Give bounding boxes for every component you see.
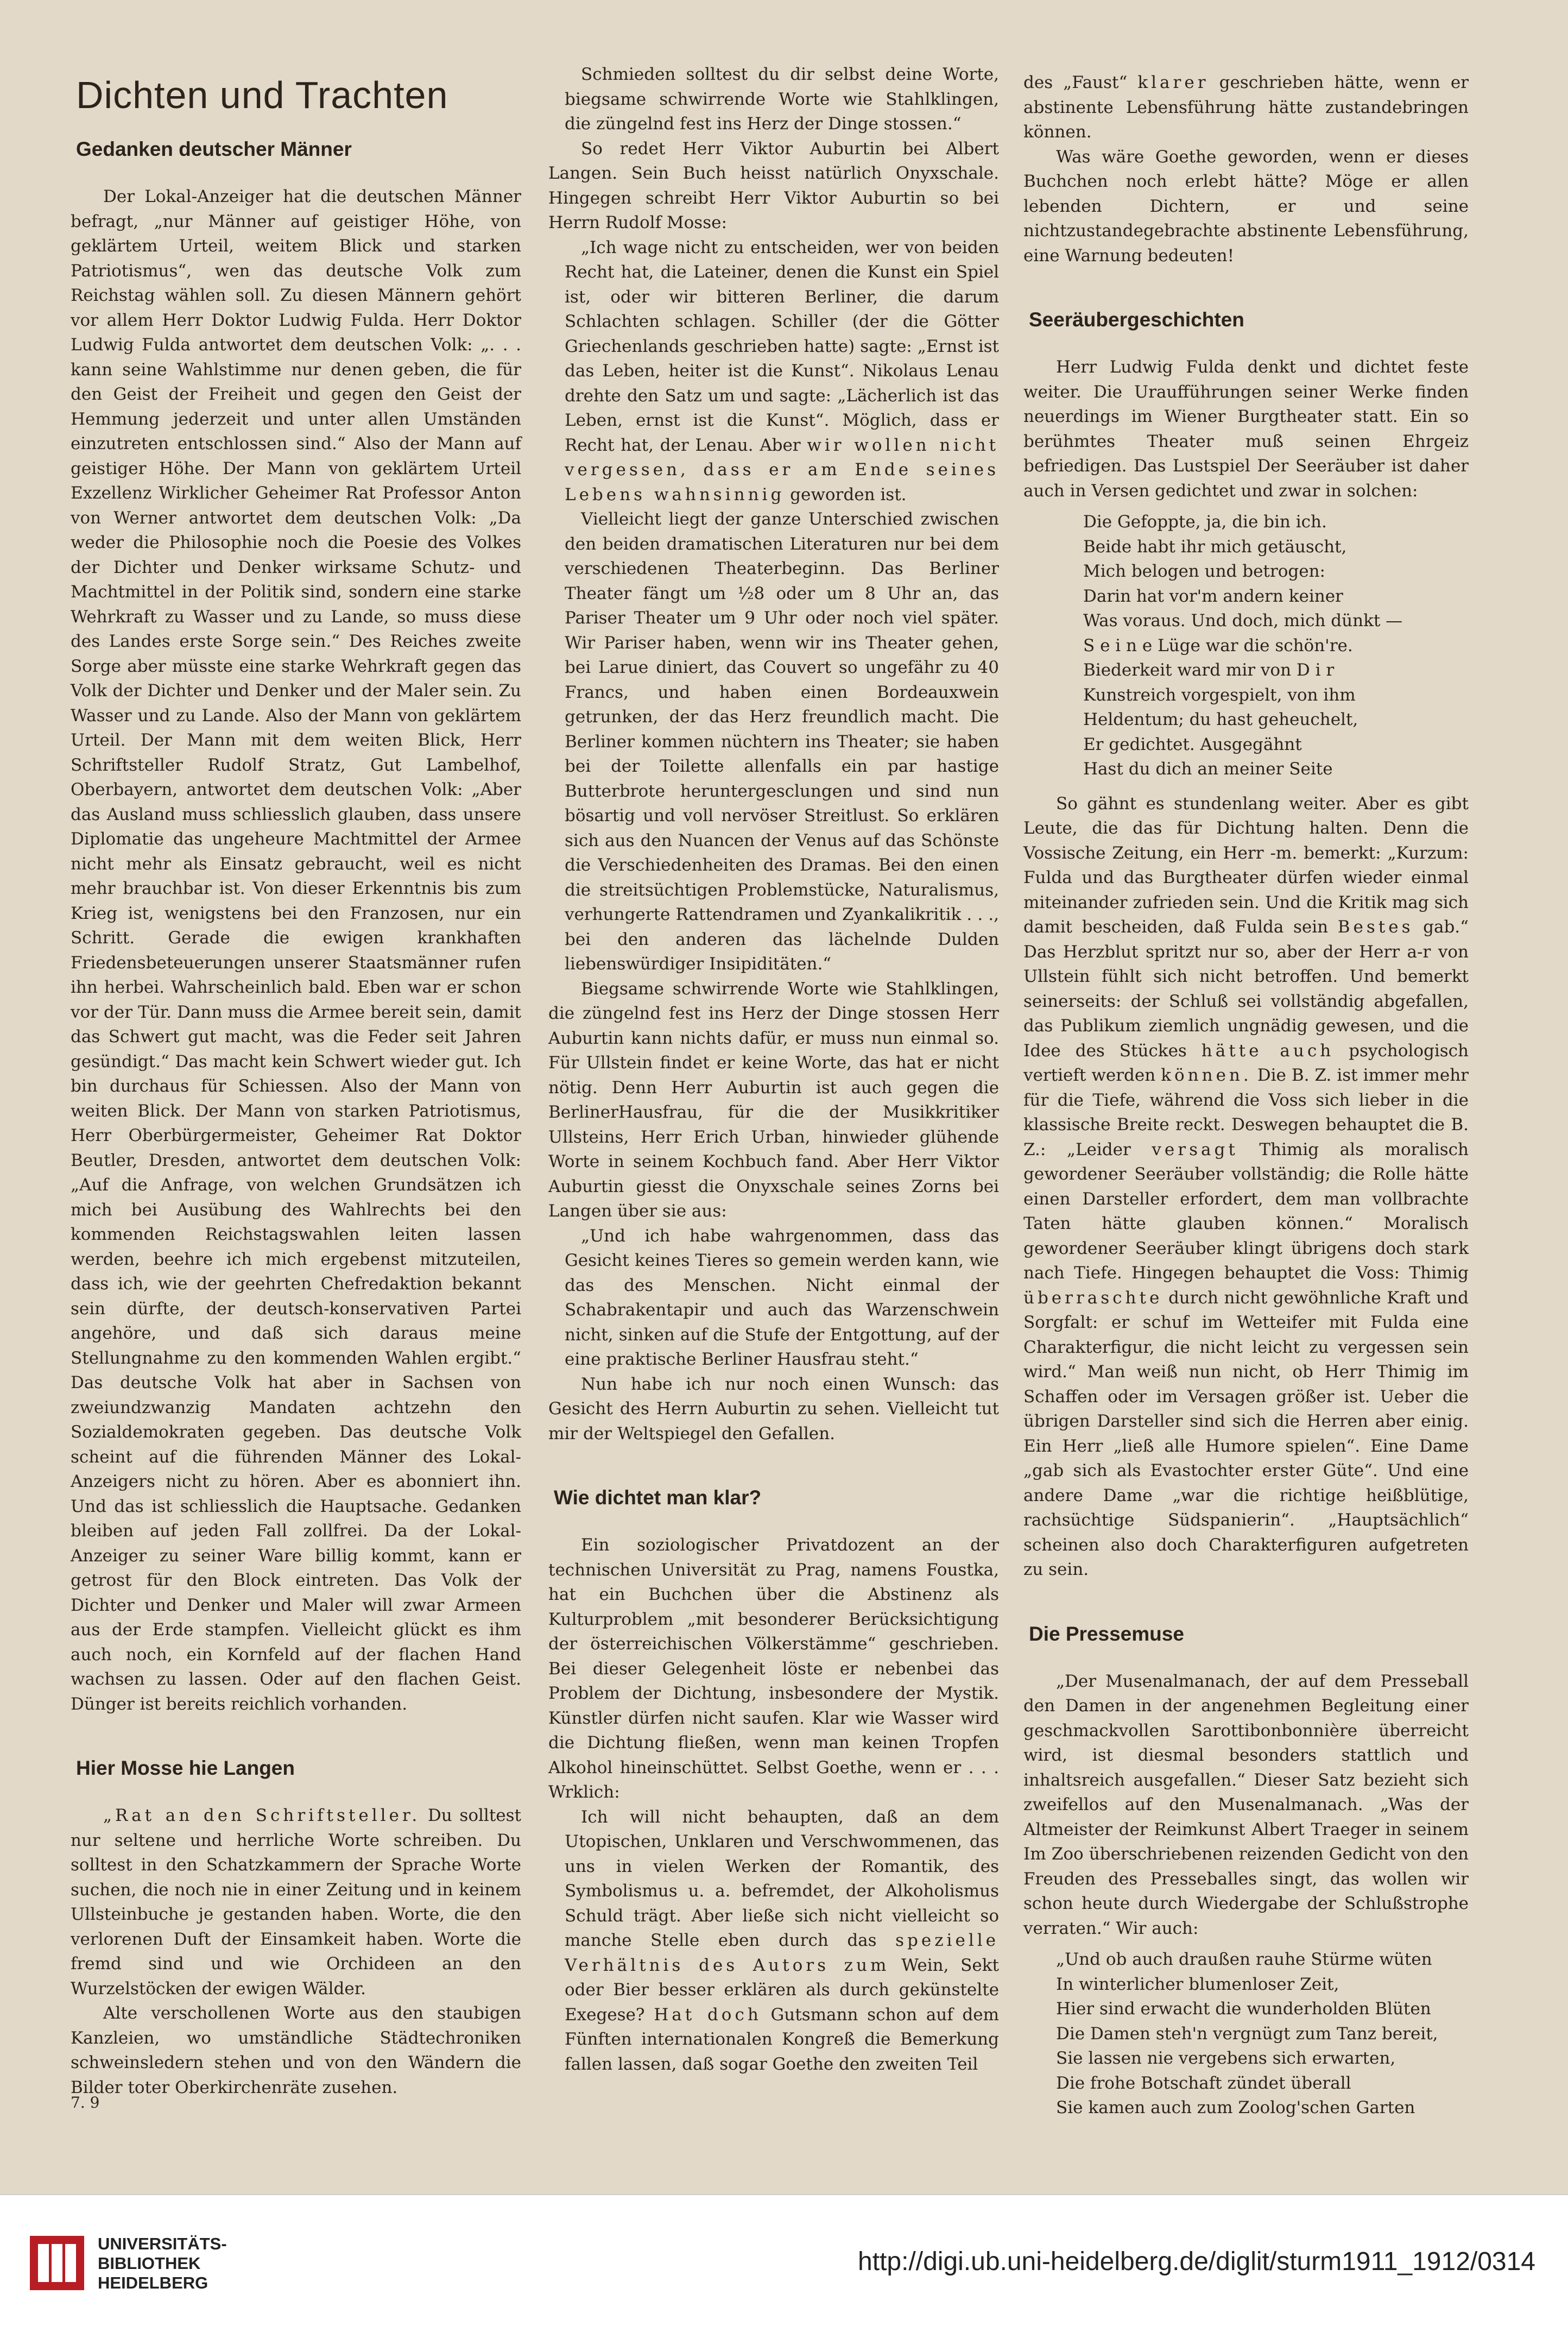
paragraph: Herr Ludwig Fulda denkt und dichtet feste weiter. Die Uraufführungen seiner Werke finden neuerdings im Wiener Burgtheater statt. Ein so berühmtes Theater muß seinen Ehrgeiz befriedigen. Das Lustspiel Der Seeräuber ist daher auch in Versen gedichtet und zwar in solchen: xyxy=(1023,357,1469,501)
paragraph: „Und ich habe wahrgenommen, dass das Gesicht keines Tieres so gemein werden kann, wie das des Menschen. Nicht einmal der Schabrakentapir und auch das Warzenschwein nicht, sinken auf die Stufe der Entgottung, auf der eine praktische Berliner Hausfrau steht.“ xyxy=(565,1226,999,1369)
section-heading-seeraeuber: Seeräubergeschichten xyxy=(1029,308,1244,331)
spaced-text: Hat doch xyxy=(654,2004,762,2025)
verse-block-2 xyxy=(1056,1947,1469,2121)
verse-line: Die Gefoppte, ja, die bin ich. xyxy=(1083,512,1327,532)
paragraph: So redet Herr Viktor Auburtin bei Albert Langen. Sein Buch heisst natürlich Onyxschale. Hingegen schreibt Herr Viktor Auburtin so bei Herrn Rudolf Mosse: xyxy=(548,138,999,232)
spaced-text: klarer xyxy=(1137,73,1209,92)
verse-line: In winterlicher blumenloser Zeit, xyxy=(1056,1974,1339,1994)
library-logo-icon xyxy=(27,2233,87,2293)
section-heading-klar: Wie dichtet man klar? xyxy=(554,1486,762,1509)
section-heading-gedanken: Gedanken deutscher Männer xyxy=(76,138,352,160)
verse-line: Was voraus. Und doch, mich dünkt — xyxy=(1083,611,1403,631)
spaced-text: können. xyxy=(1161,1066,1252,1085)
text: geschrieben hätte, wenn er abstinente Lebensführung hätte zustandebringen können. xyxy=(1023,73,1469,142)
text: Gutsmann schon auf dem Fünften internationalen Kongreß die Bemerkung fallen lassen, daß sogar Goethe den zweiten Teil xyxy=(565,2004,1000,2074)
text: geworden ist. xyxy=(790,484,907,505)
column-2 xyxy=(548,62,999,2077)
library-name-line: BIBLIOTHEK xyxy=(98,2254,201,2273)
footer-bar xyxy=(0,2194,1568,2326)
spaced-text: „Rat an den Schriftsteller. xyxy=(103,1806,421,1825)
text: durch nicht gewöhnliche Kraft und Sorgfalt: er schuf im Wetteifer mit Fulda eine Charakterfigur, die nicht leicht zu vergessen sein wird.“ Man weiß nun nicht, ob Herr Thimig im Schaffen oder im Versagen größer ist. Ueber die übrigen Darsteller sind sich die Herren aber einig. Ein Herr „ließ alle Humore spielen“. Eine Dame „gab sich als Evastochter erster Güte“. Und eine andere Dame „war die richtige heißblütige, rachsüchtige Südspanierin“. „Hauptsächlich“ scheinen also doch Charakterfiguren aufgetreten zu sein. xyxy=(1023,1288,1469,1579)
paragraph xyxy=(1023,71,1469,145)
spaced-text: versagt xyxy=(1152,1139,1238,1159)
verse-line: Heldentum; du hast geheuchelt, xyxy=(1083,710,1358,729)
paragraph: Biegsame schwirrende Worte wie Stahlklingen, die züngelnd fest ins Herz der Dinge stossen Herr Auburtin kann nichts dafür, er muss nun einmal so. Für Ullstein findet er keine Worte, das hat er nicht nötig. Denn Herr Auburtin ist auch gegen die BerlinerHausfrau, für die der Musikkritiker Ullsteins, Herr Erich Urban, hinwieder glühende Worte in seinem Kochbuch fand. Aber Herr Viktor Auburtin giesst die Onyxschale seines Zorns bei Langen über sie aus: xyxy=(548,979,999,1221)
paragraph xyxy=(565,1805,999,2077)
source-url[interactable]: http://digi.ub.uni-heidelberg.de/diglit/sturm1911_1912/0314 xyxy=(858,2247,1535,2276)
paragraph: Was wäre Goethe geworden, wenn er dieses Buchchen noch erlebt hätte? Möge er allen lebenden Dichtern, er und seine nichtzustandegebrachte abstinente Lebensführung, eine Warnung bedeuten! xyxy=(1023,147,1469,266)
paragraph: Schmieden solltest du dir selbst deine Worte, biegsame schwirrende Worte wie Stahlklingen, die züngelnd fest ins Herz der Dinge stossen.“ xyxy=(565,65,999,134)
paragraph: „Der Musenalmanach, der auf dem Presseball den Damen in der angenehmen Begleitung einer geschmackvollen Sarottibonbonnière überreicht wird, ist diesmal besonders stattlich und inhaltsreich ausgefallen.“ Dieser Satz bezieht sich zweifellos auf den Musenalmanach. „Was der Altmeister der Reimkunst Albert Traeger in seinem Im Zoo überschriebenen reizenden Gedicht von den Freuden des Presseballes singt, das wollen wir schon heute durch Wiedergabe der Schlußstrophe verraten.“ Wir auch: xyxy=(1023,1671,1469,1938)
spaced-text: wir wollen nicht vergessen, dass er am Ende seines Lebens wahnsinnig xyxy=(565,435,999,505)
column-1 xyxy=(71,71,521,2100)
verse-line: Darin hat vor'm andern keiner xyxy=(1083,586,1343,606)
library-name-line: UNIVERSITÄTS- xyxy=(98,2234,227,2253)
paragraph: Nun habe ich nur noch einen Wunsch: das Gesicht des Herrn Auburtin zu sehen. Vielleicht tut mir der Weltspiegel den Gefallen. xyxy=(548,1374,999,1443)
verse-line: Hast du dich an meiner Seite xyxy=(1083,759,1333,779)
paragraph: Vielleicht liegt der ganze Unterschied zwischen den beiden dramatischen Literaturen nur bei dem verschiedenen Theaterbeginn. Das Berliner Theater fängt um ½8 oder um 8 Uhr an, das Pariser Theater um 9 Uhr oder noch viel später. Wir Pariser haben, wenn wir ins Theater gehen, bei Larue diniert, das Couvert so ungefähr zu 40 Francs, und haben einen Bordeauxwein getrunken, der das Herz freundlich macht. Die Berliner kommen nüchtern ins Theater; sie haben bei der Toilette allenfalls ein par hastige Butterbrote heruntergesclungen und sind nun bösartig und voll nervöser Streitlust. So erklären sich aus den Nuancen der Venus auf das Schönste die Verschiedenheiten des Dramas. Bei den einen die streitsüchtigen Problemstücke, Naturalismus, verhungerte Rattendramen und Zyankalikritik . . ., bei den anderen das lächelnde Dulden liebenswürdiger Insipiditäten.“ xyxy=(565,509,999,974)
verse-line: Kunstreich vorgespielt, von ihm xyxy=(1083,685,1356,705)
paragraph: Der Lokal-Anzeiger hat die deutschen Männer befragt, „nur Männer auf geistiger Höhe, von geklärtem Urteil, weitem Blick und starken Patriotismus“, wen das deutsche Volk zum Reichstag wählen soll. Zu diesen Männern gehört vor allem Herr Doktor Ludwig Fulda. Herr Doktor Ludwig Fulda antwortet dem deutschen Volk: „. . . kann seine Wahlstimme nur denen geben, die für den Geist der Freiheit und gegen den Geist der Hemmung jederzeit und unter allen Umständen einzutreten entschlossen sind.“ Also der Mann auf geistiger Höhe. Der Mann von geklärtem Urteil Exzellenz Wirklicher Geheimer Rat Professor Anton von Werner antwortet dem deutschen Volk: „Da weder die Philosophie noch die Poesie des Volkes der Dichter und Denker wirksame Schutz- und Machtmittel in der Politik sind, sondern eine starke Wehrkraft zu Wasser und zu Lande, so muss diese des Landes erste Sorge sein.“ Des Reiches zweite Sorge aber müsste eine starke Wehrkraft gegen das Volk der Dichter und Denker und der Maler sein. Zu Wasser und zu Lande. Also der Mann von geklärtem Urteil. Der Mann mit dem weiten Blick, Herr Schriftsteller Rudolf Stratz, Gut Lambelhof, Oberbayern, antwortet dem deutschen Volk: „Aber das Ausland muss schliesslich glauben, dass unsere Diplomatie das ungeheure Machtmittel der Armee nicht mehr als Einsatz gebraucht, weil es nicht mehr brauchbar ist. Von dieser Erkenntnis bis zum Krieg ist, wenigstens bei den Franzosen, nur ein Schritt. Gerade die ewigen krankhaften Friedensbeteuerungen unserer Staatsmänner rufen ihn herbei. Wahrscheinlich bald. Eben war er schon vor der Tür. Dann muss die Armee bereit sein, damit das Schwert gut macht, was die Feder seit Jahren gesündigt.“ Das macht kein Schwert wieder gut. Ich bin durchaus für Schiessen. Also der Mann von weiten Blick. Der Mann von starken Patriotismus, Herr Oberbürgermeister, Geheimer Rat Doktor Beutler, Dresden, antwortet dem deutschen Volk: „Auf die Anfrage, von welchen Grundsätzen ich mich bei Ausübung des Wahlrechts bei den kommenden Reichstagswahlen leiten lassen werden, beehre ich mich ergebenst mitzuteilen, dass ich, wie der geehrten Chefredaktion bekannt sein dürfte, der deutsch-konservativen Partei angehöre, und daß sich daraus meine Stellungnahme zu den kommenden Wahlen ergibt.“ Das deutsche Volk hat aber in Sachsen von zweiundzwanzig Mandaten achtzehn den Sozialdemokraten gegeben. Das deutsche Volk scheint auf die führenden Männer des Lokal-Anzeigers nicht zu hören. Aber es abonniert ihn. Und das ist schliesslich die Hauptsache. Gedanken bleiben auf jeden Fall zollfrei. Da der Lokal-Anzeiger zu seiner Ware billig kommt, kann er getrost für den Block eintreten. Das Volk der Dichter und Denker und Maler will zwar Armeen aus der Erde stampfen. Vielleicht glückt es ihm auch noch, ein Kornfeld auf der flachen Hand wachsen zu lassen. Oder auf den flachen Geist. Dünger ist bereits reichlich vorhanden. xyxy=(71,187,521,1714)
spaced-text: Bestes xyxy=(1337,917,1414,937)
verse-line: Er gedichtet. Ausgegähnt xyxy=(1083,734,1302,754)
spaced-text: überraschte xyxy=(1023,1288,1163,1308)
text: Du solltest nur seltene und herrliche Worte schreiben. Du solltest in den Schatzkammern der Sprache Worte suchen, die noch nie in einer Zeitung und in keinem Ullsteinbuche je gestanden haben. Worte, die den verlorenen Duft der Einsamkeit haben. Worte die fremd sind und wie Orchideen an den Wurzelstöcken der ewigen Wälder. xyxy=(71,1806,521,1999)
paragraph xyxy=(1023,792,1469,1583)
text: gab.“ Das Herzblut spritzt nur so, aber der Herr a-r von Ullstein fühlt sich nicht betroffen. Und bemerkt seinerseits: der Schluß sei vollständig abgefallen, das Publikum ziemlich ungnädig gewesen, und die Idee des Stückes xyxy=(1023,917,1469,1061)
text: „Ich wage nicht zu entscheiden, wer von beiden Recht hat, die Lateiner, denen die Kunst ein Spiel ist, oder wir bitteren Berliner, die darum Schlachten schlagen. Schiller (der die Götter Griechenlands geschrieben hatte) sagte: „Ernst ist das Leben, heiter ist die Kunst“. Nikolaus Lenau drehte den Satz um und sagte: „Lächerlich ist das Leben, ernst ist die Kunst“. Möglich, dass er Recht hat, der Lenau. Aber xyxy=(565,237,999,455)
section-heading-pressemuse: Die Pressemuse xyxy=(1029,1622,1184,1645)
verse-line: Sie kamen auch zum Zoolog'schen Garten xyxy=(1056,2098,1415,2117)
paragraph: Ein soziologischer Privatdozent an der technischen Universität zu Prag, namens Foustka, hat ein Buchchen über die Abstinenz als Kulturproblem „mit besonderer Berücksichtigung der österreichischen Völkerstämme“ geschrieben. Bei dieser Gelegenheit löste er nebenbei das Problem der Dichtung, insbesondere der Mystik. Künstler dürfen nicht saufen. Klar wie Wasser wird die Dichtung fließen, wenn man keinen Tropfen Alkohol hineinschüttet. Selbst Goethe, wenn er . . . Wrklich: xyxy=(548,1535,999,1802)
verse-line: Biederkeit ward mir von D i r xyxy=(1083,660,1335,680)
verse-block-1 xyxy=(1083,510,1469,782)
text: Thimig als moralisch gewordener Seeräuber vollständig; die Rolle hätte einen Darsteller erfordert, dem man vollbrachte Taten hätte glauben können.“ Moralisch gewordener Seeräuber klingt übrigens doch stark nach Tiefe. Hingegen behauptet die Voss: Thimig xyxy=(1023,1139,1469,1283)
verse-line: Sie lassen nie vergebens sich erwarten, xyxy=(1056,2048,1396,2068)
verse-line: Beide habt ihr mich getäuscht, xyxy=(1083,537,1347,557)
paragraph xyxy=(565,236,999,508)
section-heading-mosse: Hier Mosse hie Langen xyxy=(76,1757,295,1779)
paragraph xyxy=(71,1804,521,2001)
verse-line: Hier sind erwacht die wunderholden Blüten xyxy=(1056,1999,1431,2019)
verse-line: S e i n e Lüge war die schön're. xyxy=(1083,635,1353,655)
verse-line: Mich belogen und betrogen: xyxy=(1083,562,1325,581)
page-mark: 7. 9 xyxy=(71,2094,100,2111)
spaced-text: spezielle Verhältnis des Autors zum xyxy=(565,1931,999,1975)
text: psychologisch vertieft werden xyxy=(1023,1041,1469,1085)
text: Wein, Sekt oder Bier besser erklären als durch gekünstelte Exegese? xyxy=(565,1955,1000,2025)
page-title: Dichten und Trachten xyxy=(76,74,448,116)
library-name xyxy=(98,2234,227,2293)
verse-line: Die frohe Botschaft zündet überall xyxy=(1056,2073,1351,2093)
paragraph: Alte verschollenen Worte aus den staubigen Kanzleien, wo umständliche Städtechroniken schweinsledern stehen und von den Wändern die Bilder toter Oberkirchenräte zusehen. xyxy=(71,2003,521,2097)
text: So gähnt es stundenlang weiter. Aber es gibt Leute, die das für Dichtung halten. Denn die Vossische Zeitung, ein Herr -m. bemerkt: „Kurzum: Fulda und das Burgtheater dürfen wieder einmal miteinander zufrieden sein. Und die Kritik mag sich damit bescheiden, daß Fulda sein xyxy=(1023,793,1469,937)
spaced-text: hätte auch xyxy=(1201,1041,1335,1061)
text: Ich will nicht behaupten, daß an dem Utopischen, Unklaren und Verschwommenen, das uns in vielen Werken der Romantik, des Symbolismus u. a. befremdet, der Alkoholismus Schuld trägt. Aber ließe sich nicht vielleicht so manche Stelle eben durch das xyxy=(565,1807,999,1950)
text: Die B. Z. ist immer mehr für die Tiefe, während die Voss sich lieber in die klassische Breite reckt. Deswegen behauptet die B. Z.: „Leider xyxy=(1023,1066,1469,1159)
verse-line: „Und ob auch draußen rauhe Stürme wüten xyxy=(1056,1950,1432,1969)
text: des „Faust“ xyxy=(1023,73,1128,92)
column-3 xyxy=(1023,71,1469,2130)
library-name-line: HEIDELBERG xyxy=(98,2273,208,2292)
verse-line: Die Damen steh'n vergnügt zum Tanz bereit, xyxy=(1056,2024,1438,2044)
